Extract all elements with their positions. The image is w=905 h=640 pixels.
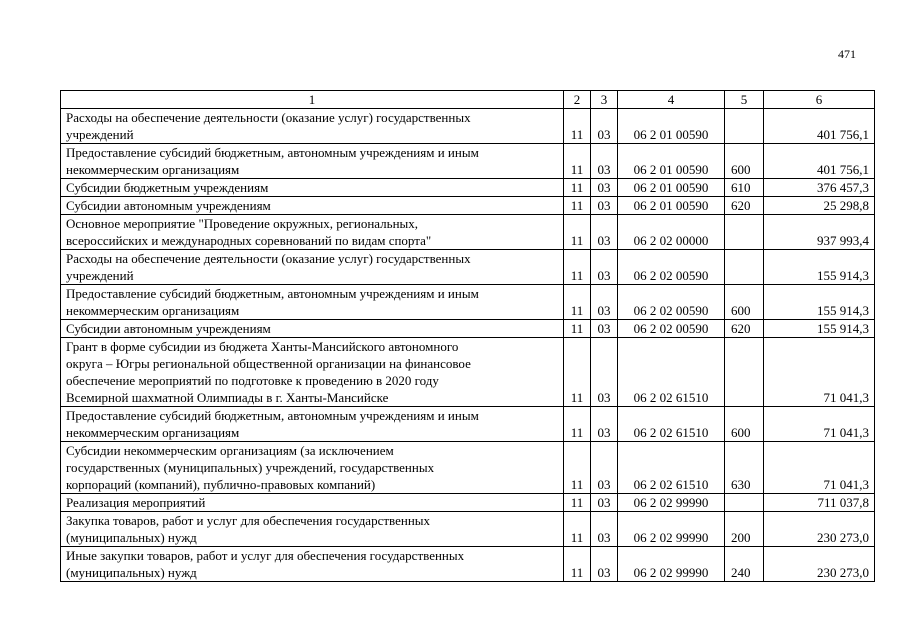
header-col-1: 1 — [61, 91, 564, 109]
table-row — [61, 285, 875, 320]
row-expense-type-cell: 600 — [725, 407, 764, 442]
row-section-cell: 11 — [564, 109, 591, 144]
row-target-article-cell: 06 2 02 61510 — [618, 338, 725, 407]
header-col-2: 2 — [564, 91, 591, 109]
row-name-cell — [61, 250, 564, 285]
row-subsection-cell: 03 — [591, 179, 618, 197]
row-section-cell: 11 — [564, 547, 591, 582]
row-target-article-cell: 06 2 02 61510 — [618, 407, 725, 442]
row-amount-cell: 401 756,1 — [764, 144, 875, 179]
row-subsection-cell: 03 — [591, 197, 618, 215]
row-amount-cell: 71 041,3 — [764, 407, 875, 442]
row-name-line: (муниципальных) нужд — [66, 565, 197, 580]
table-row — [61, 512, 875, 547]
table-row — [61, 250, 875, 285]
header-col-6: 6 — [764, 91, 875, 109]
row-expense-type-cell — [725, 494, 764, 512]
row-expense-type-cell: 610 — [725, 179, 764, 197]
row-subsection-cell: 03 — [591, 144, 618, 179]
row-subsection-cell: 03 — [591, 407, 618, 442]
row-expense-type-cell: 620 — [725, 320, 764, 338]
budget-table-body — [61, 91, 875, 582]
row-name-line: обеспечение мероприятий по подготовке к проведению в 2020 году — [66, 373, 439, 388]
row-name-line: Реализация мероприятий — [66, 495, 206, 510]
row-amount-cell: 71 041,3 — [764, 338, 875, 407]
row-name-cell — [61, 215, 564, 250]
row-amount-cell: 155 914,3 — [764, 320, 875, 338]
row-section-cell: 11 — [564, 407, 591, 442]
row-name-cell — [61, 547, 564, 582]
row-name-line: Предоставление субсидий бюджетным, автономным учреждениям и иным — [66, 408, 479, 423]
row-target-article-cell: 06 2 01 00590 — [618, 179, 725, 197]
row-subsection-cell: 03 — [591, 250, 618, 285]
table-row — [61, 494, 875, 512]
row-target-article-cell: 06 2 01 00590 — [618, 144, 725, 179]
row-subsection-cell: 03 — [591, 320, 618, 338]
header-col-4: 4 — [618, 91, 725, 109]
row-expense-type-cell: 240 — [725, 547, 764, 582]
row-expense-type-cell — [725, 338, 764, 407]
row-name-line: учреждений — [66, 127, 134, 142]
row-name-line: корпораций (компаний), публично-правовых компаний) — [66, 477, 376, 492]
row-expense-type-cell: 620 — [725, 197, 764, 215]
row-amount-cell: 155 914,3 — [764, 250, 875, 285]
row-section-cell: 11 — [564, 320, 591, 338]
row-section-cell: 11 — [564, 494, 591, 512]
row-name-cell — [61, 494, 564, 512]
row-target-article-cell: 06 2 01 00590 — [618, 197, 725, 215]
row-name-line: государственных (муниципальных) учреждений, государственных — [66, 460, 435, 475]
row-target-article-cell: 06 2 02 00590 — [618, 285, 725, 320]
row-name-cell — [61, 512, 564, 547]
row-expense-type-cell: 600 — [725, 285, 764, 320]
table-row — [61, 547, 875, 582]
row-name-cell — [61, 442, 564, 494]
row-name-line: некоммерческим организациям — [66, 162, 240, 177]
row-name-line: Субсидии бюджетным учреждениям — [66, 180, 269, 195]
row-target-article-cell: 06 2 02 99990 — [618, 512, 725, 547]
row-section-cell: 11 — [564, 442, 591, 494]
row-amount-cell: 376 457,3 — [764, 179, 875, 197]
table-row — [61, 215, 875, 250]
row-target-article-cell: 06 2 02 99990 — [618, 494, 725, 512]
row-name-cell — [61, 109, 564, 144]
row-section-cell: 11 — [564, 285, 591, 320]
row-expense-type-cell: 600 — [725, 144, 764, 179]
row-name-line: Всемирной шахматной Олимпиады в г. Ханты-Мансийске — [66, 390, 389, 405]
row-expense-type-cell — [725, 109, 764, 144]
table-row — [61, 442, 875, 494]
row-section-cell: 11 — [564, 250, 591, 285]
table-row — [61, 407, 875, 442]
row-name-line: всероссийских и международных соревнований по видам спорта" — [66, 233, 432, 248]
row-subsection-cell: 03 — [591, 547, 618, 582]
row-name-cell — [61, 320, 564, 338]
row-amount-cell: 401 756,1 — [764, 109, 875, 144]
row-target-article-cell: 06 2 02 61510 — [618, 442, 725, 494]
row-name-cell — [61, 197, 564, 215]
table-row — [61, 197, 875, 215]
table-row — [61, 338, 875, 407]
row-expense-type-cell — [725, 215, 764, 250]
table-row — [61, 320, 875, 338]
row-name-line: Грант в форме субсидии из бюджета Ханты-Мансийского автономного — [66, 339, 459, 354]
row-amount-cell: 25 298,8 — [764, 197, 875, 215]
row-subsection-cell: 03 — [591, 512, 618, 547]
row-expense-type-cell: 200 — [725, 512, 764, 547]
row-section-cell: 11 — [564, 144, 591, 179]
row-name-line: Субсидии автономным учреждениям — [66, 198, 271, 213]
row-amount-cell: 230 273,0 — [764, 512, 875, 547]
row-name-line: округа – Югры региональной общественной организации на финансовое — [66, 356, 471, 371]
table-row — [61, 144, 875, 179]
header-col-5: 5 — [725, 91, 764, 109]
row-name-line: Предоставление субсидий бюджетным, автономным учреждениям и иным — [66, 145, 479, 160]
row-name-line: Основное мероприятие "Проведение окружных, региональных, — [66, 216, 419, 231]
row-name-cell — [61, 338, 564, 407]
row-name-cell — [61, 285, 564, 320]
row-name-line: Расходы на обеспечение деятельности (оказание услуг) государственных — [66, 251, 471, 266]
row-section-cell: 11 — [564, 512, 591, 547]
table-header-row — [61, 91, 875, 109]
row-target-article-cell: 06 2 02 00590 — [618, 320, 725, 338]
row-expense-type-cell: 630 — [725, 442, 764, 494]
row-name-line: учреждений — [66, 268, 134, 283]
row-subsection-cell: 03 — [591, 215, 618, 250]
row-subsection-cell: 03 — [591, 494, 618, 512]
row-name-cell — [61, 179, 564, 197]
row-target-article-cell: 06 2 01 00590 — [618, 109, 725, 144]
row-name-line: Субсидии автономным учреждениям — [66, 321, 271, 336]
row-name-line: Предоставление субсидий бюджетным, автономным учреждениям и иным — [66, 286, 479, 301]
row-section-cell: 11 — [564, 338, 591, 407]
row-name-line: Субсидии некоммерческим организациям (за исключением — [66, 443, 394, 458]
row-amount-cell: 937 993,4 — [764, 215, 875, 250]
row-amount-cell: 711 037,8 — [764, 494, 875, 512]
row-target-article-cell: 06 2 02 00000 — [618, 215, 725, 250]
row-name-line: (муниципальных) нужд — [66, 530, 197, 545]
row-amount-cell: 71 041,3 — [764, 442, 875, 494]
row-section-cell: 11 — [564, 215, 591, 250]
row-amount-cell: 155 914,3 — [764, 285, 875, 320]
table-row — [61, 179, 875, 197]
row-target-article-cell: 06 2 02 00590 — [618, 250, 725, 285]
row-target-article-cell: 06 2 02 99990 — [618, 547, 725, 582]
row-amount-cell: 230 273,0 — [764, 547, 875, 582]
row-name-line: некоммерческим организациям — [66, 303, 240, 318]
budget-table — [60, 90, 875, 582]
table-row — [61, 109, 875, 144]
header-col-3: 3 — [591, 91, 618, 109]
page-number: 471 — [838, 47, 856, 61]
row-subsection-cell: 03 — [591, 109, 618, 144]
row-name-line: Расходы на обеспечение деятельности (оказание услуг) государственных — [66, 110, 471, 125]
row-name-cell — [61, 144, 564, 179]
row-subsection-cell: 03 — [591, 338, 618, 407]
row-section-cell: 11 — [564, 179, 591, 197]
row-section-cell: 11 — [564, 197, 591, 215]
row-subsection-cell: 03 — [591, 442, 618, 494]
row-name-line: некоммерческим организациям — [66, 425, 240, 440]
row-name-line: Иные закупки товаров, работ и услуг для обеспечения государственных — [66, 548, 465, 563]
row-name-line: Закупка товаров, работ и услуг для обеспечения государственных — [66, 513, 431, 528]
row-expense-type-cell — [725, 250, 764, 285]
row-subsection-cell: 03 — [591, 285, 618, 320]
row-name-cell — [61, 407, 564, 442]
